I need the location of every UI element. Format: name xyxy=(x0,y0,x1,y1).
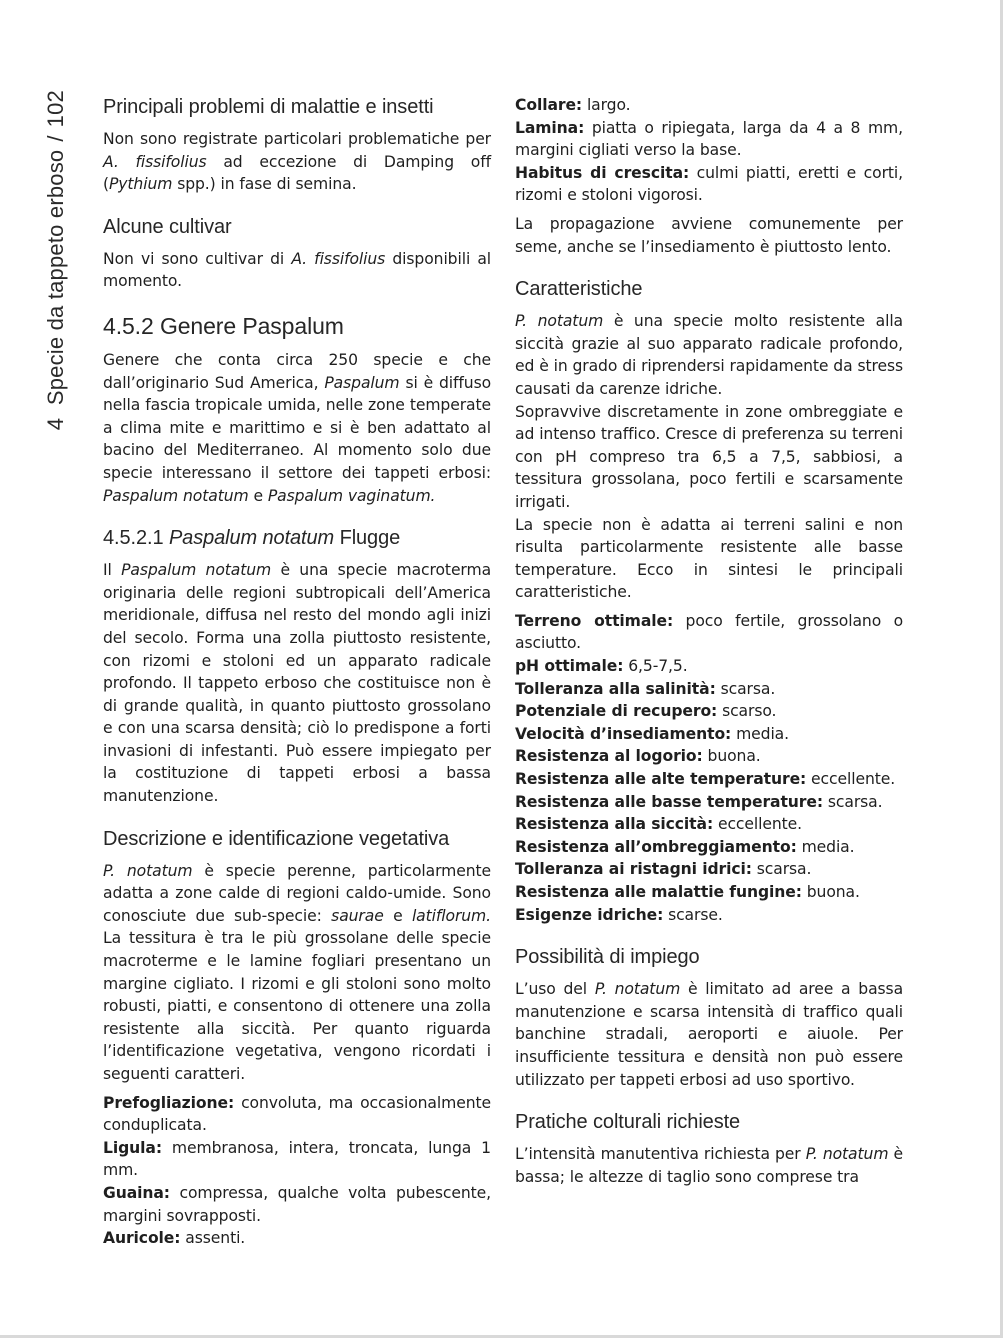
property-label: Resistenza alle basse temperature: xyxy=(515,792,824,811)
paragraph-cultivars xyxy=(103,248,491,293)
heading-genus-paspalum: 4.5.2 Genere Paspalum xyxy=(103,312,344,339)
property-value: scarsa. xyxy=(756,860,812,879)
paragraph-description xyxy=(103,860,491,1086)
text: disponibili al momento. xyxy=(103,249,492,291)
author-name: Flugge xyxy=(339,527,401,550)
trait-label: Habitus di crescita: xyxy=(515,163,690,182)
property-value: 6,5-7,5. xyxy=(628,657,688,676)
trait-ligula xyxy=(103,1137,491,1182)
heading-cultivars: Alcune cultivar xyxy=(103,215,232,238)
text: si è diffuso nella fascia tropicale umida, nelle zone temperate a clima mite e marittimo e si è ben adattato al bacino del Mediterraneo. Al momento solo due specie interessano il settore dei tappeti erbosi: xyxy=(103,373,492,482)
section-number: 4.5.2.1 xyxy=(103,527,164,550)
chapter-title: Specie da tappeto erboso xyxy=(43,149,68,406)
property-label: Esigenze idriche: xyxy=(515,905,664,924)
heading-uses: Possibilità di impiego xyxy=(515,946,700,969)
heading-description: Descrizione e identificazione vegetativa xyxy=(103,827,450,850)
property-recupero xyxy=(515,700,903,723)
paragraph-genus xyxy=(103,349,491,507)
running-head-separator: / xyxy=(43,135,68,142)
subspecies-name: saurae xyxy=(331,906,384,925)
species-name: Paspalum notatum xyxy=(168,527,335,550)
text: ad eccezione di Damping off ( xyxy=(103,152,492,194)
property-label: Resistenza alla siccità: xyxy=(515,815,714,834)
chapter-number: 4 xyxy=(43,417,68,431)
properties-list xyxy=(515,610,903,926)
trait-label: Prefogliazione: xyxy=(103,1093,235,1112)
trait-value: membranosa, intera, troncata, lunga 1 mm. xyxy=(103,1138,491,1180)
paragraph-propagation: La propagazione avviene comunemente per seme, anche se l’insediamento è piuttosto lento. xyxy=(515,214,903,256)
paragraph-diseases xyxy=(103,128,491,196)
property-value: scarsa. xyxy=(827,792,883,811)
heading-characteristics: Caratteristiche xyxy=(515,278,643,301)
trait-label: Collare: xyxy=(515,96,583,114)
genus-name: Pythium xyxy=(108,175,173,194)
property-ph xyxy=(515,655,903,678)
left-column xyxy=(103,94,491,1250)
species-name: A. fissifolius xyxy=(103,152,207,171)
text: è una specie macroterma originaria delle regioni subtropicali dell’America meridionale, diffusa nel resto del mondo agli inizi del secolo. Forma una zolla piuttosto resistente, con rizomi e stoloni ed un apparato radicale profondo. Il tappeto erboso che costituisce non è di grande qualità, in quanto piuttosto grossolano e con una scarsa densità; ciò lo predispone a forti invasioni di infestanti. Può essere impiegato per la costituzione di tappeti erbosi a bassa manutenzione. xyxy=(103,561,492,806)
property-value: buona. xyxy=(806,883,860,901)
paragraph-uses xyxy=(515,978,903,1091)
running-head-text xyxy=(36,90,76,470)
property-salinita xyxy=(515,678,903,701)
property-value: poco fertile, grossolano o asciutto. xyxy=(515,611,904,653)
heading-diseases: Principali problemi di malattie e insetti xyxy=(103,96,434,118)
property-label: Potenziale di recupero: xyxy=(515,702,718,721)
trait-value: compressa, qualche volta pubescente, margini sovrapposti. xyxy=(103,1183,491,1225)
property-logorio xyxy=(515,745,903,768)
trait-auricole xyxy=(103,1227,491,1250)
paragraph-characteristics-2: Sopravvive discretamente in zone ombreggiate e ad intenso traffico. Cresce di preferenza su terreni con pH compreso tra 6,5 a 7,5, sabbiosi, a tessitura grossolana, poco fertili e scarsamente irrigati. xyxy=(515,402,903,511)
property-label: Terreno ottimale: xyxy=(515,611,674,630)
property-malattie-fungine xyxy=(515,881,903,904)
species-name: P. notatum xyxy=(103,861,193,880)
right-column xyxy=(515,94,903,1188)
property-value: media. xyxy=(801,837,855,856)
text: è specie perenne, particolarmente adatta a zone calde di regioni caldo-umide. Sono conosciute due sub-specie: xyxy=(103,861,492,925)
text: Il xyxy=(103,561,112,580)
text: Non vi sono cultivar di xyxy=(103,249,285,268)
trait-prefogliazione xyxy=(103,1092,491,1137)
text: è una specie molto resistente alla siccità grazie al suo apparato radicale profondo, ed è in grado di riprendersi rapidamente da stress causati da carenze idriche. xyxy=(515,312,904,398)
species-name: P. notatum xyxy=(805,1145,889,1164)
genus-name: Paspalum xyxy=(324,373,400,392)
property-siccita xyxy=(515,813,903,836)
subspecies-name: latiflorum. xyxy=(411,906,491,925)
property-label: Tolleranza ai ristagni idrici: xyxy=(515,860,752,879)
property-value: media. xyxy=(736,724,789,743)
trait-lamina xyxy=(515,117,903,162)
text: spp.) in fase di semina. xyxy=(177,175,357,194)
text: e xyxy=(253,486,263,505)
paragraph-species xyxy=(103,559,491,808)
property-terreno xyxy=(515,610,903,655)
trait-value: culmi piatti, eretti e corti, rizomi e stoloni vigorosi. xyxy=(515,163,903,205)
property-insediamento xyxy=(515,723,903,746)
page-number: 102 xyxy=(43,90,68,128)
paragraph-characteristics-1 xyxy=(515,310,903,400)
trait-guaina xyxy=(103,1182,491,1227)
heading-practices: Pratiche colturali richieste xyxy=(515,1111,741,1134)
text: L’intensità manutentiva richiesta per xyxy=(515,1145,801,1164)
text: Genere che conta circa 250 specie e che dall’originario Sud America, xyxy=(103,350,491,392)
species-name: A. fissifolius xyxy=(291,249,386,268)
paragraph-practices xyxy=(515,1143,903,1188)
text: L’uso del xyxy=(515,980,588,999)
trait-label: Auricole: xyxy=(103,1229,181,1248)
property-ombreggiamento xyxy=(515,836,903,859)
trait-value: piatta o ripiegata, larga da 4 a 8 mm, margini cigliati verso la base. xyxy=(515,118,903,160)
property-label: Resistenza alle alte temperature: xyxy=(515,770,807,789)
text: è limitato ad aree a bassa manutenzione e scarsa intensità di traffico quali banchine stradali, aeroporti e aiuole. Per insufficiente tessitura e densità non può essere utilizzato per tappeti erbosi ad uso sportivo. xyxy=(515,980,904,1089)
species-name: P. notatum xyxy=(515,312,604,331)
species-name: Paspalum vaginatum. xyxy=(267,486,436,505)
property-label: Resistenza all’ombreggiamento: xyxy=(515,837,797,856)
property-label: Resistenza al logorio: xyxy=(515,747,703,766)
text: e xyxy=(393,906,403,925)
text: Non sono registrate particolari problematiche per xyxy=(103,130,491,148)
property-label: Resistenza alle malattie fungine: xyxy=(515,883,802,901)
species-name: Paspalum notatum xyxy=(103,486,249,505)
trait-label: Ligula: xyxy=(103,1138,162,1157)
paragraph-characteristics-3: La specie non è adatta ai terreni salini e non risulta particolarmente resistente alle basse temperature. Ecco in sintesi le principali caratteristiche. xyxy=(515,515,903,602)
property-label: Tolleranza alla salinità: xyxy=(515,679,716,698)
property-label: Velocità d’insediamento: xyxy=(515,724,732,743)
text: è bassa; le altezze di taglio sono comprese tra xyxy=(515,1145,903,1186)
trait-value: convoluta, ma occasionalmente conduplicata. xyxy=(103,1093,491,1135)
heading-paspalum-notatum xyxy=(103,525,491,551)
property-label: pH ottimale: xyxy=(515,657,624,676)
trait-value: largo. xyxy=(586,96,631,114)
property-alte-temperature xyxy=(515,768,903,791)
trait-label: Lamina: xyxy=(515,118,585,137)
running-head xyxy=(36,90,76,470)
trait-collare xyxy=(515,94,903,117)
property-value: buona. xyxy=(707,747,761,766)
property-basse-temperature xyxy=(515,791,903,814)
property-value: eccellente. xyxy=(811,770,896,789)
trait-habitus xyxy=(515,162,903,207)
property-ristagni xyxy=(515,858,903,881)
property-value: scarse. xyxy=(668,905,723,924)
property-value: scarsa. xyxy=(720,679,776,698)
species-name: Paspalum notatum xyxy=(121,561,272,580)
trait-value: assenti. xyxy=(185,1229,246,1248)
text: La tessitura è tra le più grossolane delle specie macroterme e le lamine fogliari presentano un margine cigliato. I rizomi e gli stoloni sono molto robusti, piatti, e consentono di ottenere una zolla resistente alla siccità. Per quanto riguarda l’identificazione vegetativa, vengono ricordati i seguenti caratteri. xyxy=(103,929,491,1083)
species-name: P. notatum xyxy=(594,980,681,999)
property-value: scarso. xyxy=(722,702,777,721)
trait-label: Guaina: xyxy=(103,1183,170,1202)
property-esigenze-idriche xyxy=(515,904,903,927)
property-value: eccellente. xyxy=(717,815,802,834)
